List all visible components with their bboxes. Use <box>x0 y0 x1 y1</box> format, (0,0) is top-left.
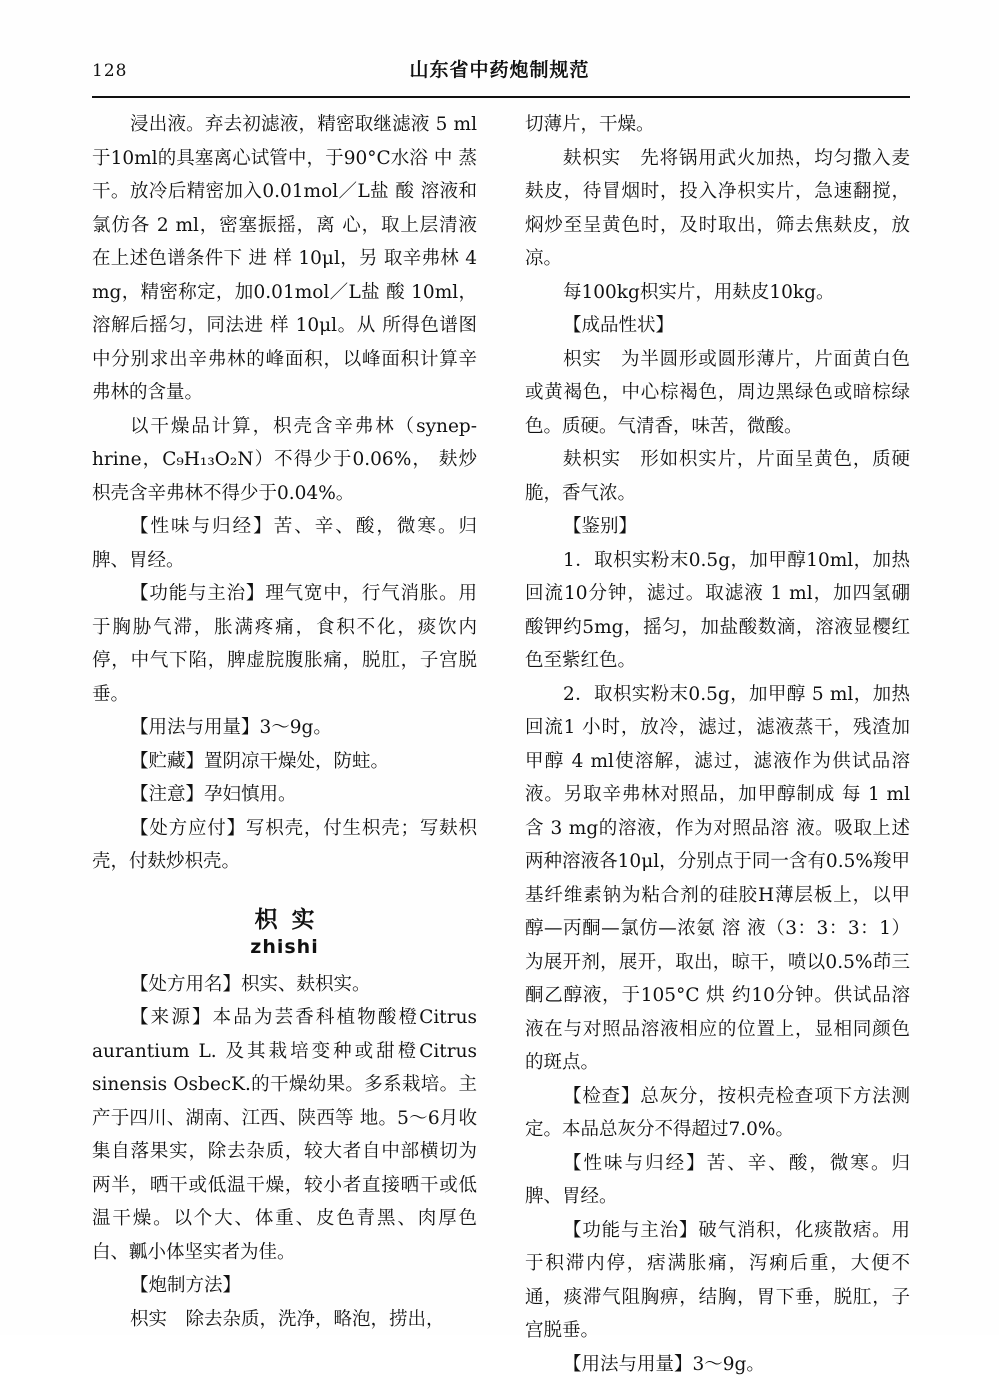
paragraph: 枳实 除去杂质，洗净，略泡，捞出， <box>92 1303 477 1337</box>
paragraph: 枳实 为半圆形或圆形薄片，片面黄白色或黄褐色，中心棕褐色，周边黑绿色或暗棕绿色。质硬。气清香，味苦，微酸。 <box>525 343 910 444</box>
paragraph: 【性味与归经】苦、辛、酸，微寒。归脾、胃经。 <box>525 1147 910 1214</box>
two-column-body <box>92 108 910 1288</box>
paragraph: 【用法与用量】3～9g。 <box>92 711 477 745</box>
paragraph: 【鉴别】 <box>525 510 910 544</box>
paragraph: 【贮藏】置阴凉干燥处，防蛀。 <box>92 745 477 779</box>
page-number: 128 <box>92 61 127 81</box>
paragraph: 浸出液。弃去初滤液，精密取继滤液 5 ml于10ml的具塞离心试管中，于90°C水浴 中 蒸干。放冷后精密加入0.01mol／L盐 酸 溶液和氯仿各 2 ml，密塞振摇，离 心，取上层清液在上述色谱条件下 进 样 10μl，另 取辛弗林 4 mg，精密称定，加0.01mol／L盐 酸 10ml，溶解后摇匀，同法进 样 10μl。从 所得色谱图中分别求出辛弗林的峰面积，以峰面积计算辛弗林的含量。 <box>92 108 477 410</box>
paragraph: 【处方用名】枳实、麸枳实。 <box>92 968 477 1002</box>
paragraph: 【检查】总灰分，按枳壳检查项下方法测定。本品总灰分不得超过7.0%。 <box>525 1080 910 1147</box>
paragraph: 麸枳实 形如枳实片，片面呈黄色，质硬脆，香气浓。 <box>525 443 910 510</box>
running-title: 山东省中药炮制规范 <box>92 55 907 82</box>
paragraph: 【用法与用量】3～9g。 <box>525 1348 910 1381</box>
paragraph: 【功能与主治】破气消积，化痰散痞。用于积滞内停，痞满胀痛，泻痢后重，大便不通，痰滞气阻胸痹，结胸，胃下垂，脱肛，子宫脱垂。 <box>525 1214 910 1348</box>
paragraph: 【性味与归经】苦、辛、酸，微寒。归脾、胃经。 <box>92 510 477 577</box>
paragraph: 以干燥品计算，枳壳含辛弗林（synep-hrine，C₉H₁₃O₂N）不得少于0.06%， 麸炒枳壳含辛弗林不得少于0.04%。 <box>92 410 477 511</box>
paragraph: 【处方应付】写枳壳，付生枳壳；写麸枳壳，付麸炒枳壳。 <box>92 812 477 879</box>
paragraph: 【炮制方法】 <box>92 1269 477 1303</box>
header-rule <box>92 96 910 98</box>
page-header <box>92 55 907 89</box>
paragraph: 切薄片，干燥。 <box>525 108 910 142</box>
paragraph: 【来源】本品为芸香科植物酸橙Citrus aurantium L. 及其栽培变种或甜橙Citrus sinensis OsbecK.的干燥幼果。多系栽培。主产于四川、湖南、江西、陕西等 地。5～6月收集自落果实，除去杂质，较大者自中部横切为两半，晒干或低温干燥，较小者直接晒干或低温干燥。以个大、体重、皮色青黑、肉厚色白、瓤小体坚实者为佳。 <box>92 1001 477 1269</box>
paragraph: 麸枳实 先将锅用武火加热，均匀撒入麦麸皮，待冒烟时，投入净枳实片，急速翻搅，焖炒至呈黄色时，及时取出，筛去焦麸皮，放凉。 <box>525 142 910 276</box>
paragraph: 【注意】孕妇慎用。 <box>92 778 477 812</box>
entry-heading-chinese: 枳实 <box>92 901 477 934</box>
paragraph: 1．取枳实粉末0.5g，加甲醇10ml，加热回流10分钟，滤过。取滤液 1 ml，加四氢硼酸钾约5mg，摇匀，加盐酸数滴，溶液显樱红色至紫红色。 <box>525 544 910 678</box>
right-column <box>525 108 910 1288</box>
entry-heading-pinyin: zhishi <box>92 936 477 958</box>
paragraph: 每100kg枳实片，用麸皮10kg。 <box>525 276 910 310</box>
paragraph: 【成品性状】 <box>525 309 910 343</box>
paragraph: 2．取枳实粉末0.5g，加甲醇 5 ml，加热回流1 小时，放冷，滤过，滤液蒸干，残渣加甲醇 4 ml使溶解，滤过，滤液作为供试品溶液。另取辛弗林对照品，加甲醇制成 每 1 ml含 3 mg的溶液，作为对照品溶 液。吸取上述两种溶液各10μl，分别点于同一含有0.5%羧甲基纤维素钠为粘合剂的硅胶H薄层板上，以甲醇—丙酮—氯仿—浓氨 溶 液（3：3：3：1）为展开剂，展开，取出，晾干，喷以0.5%茚三酮乙醇液，于105°C 烘 约10分钟。供试品溶液在与对照品溶液相应的位置上，显相同颜色的斑点。 <box>525 678 910 1080</box>
paragraph: 【功能与主治】理气宽中，行气消胀。用于胸胁气滞，胀满疼痛，食积不化，痰饮内停，中气下陷，脾虚脘腹胀痛，脱肛，子宫脱垂。 <box>92 577 477 711</box>
left-column <box>92 108 477 1288</box>
